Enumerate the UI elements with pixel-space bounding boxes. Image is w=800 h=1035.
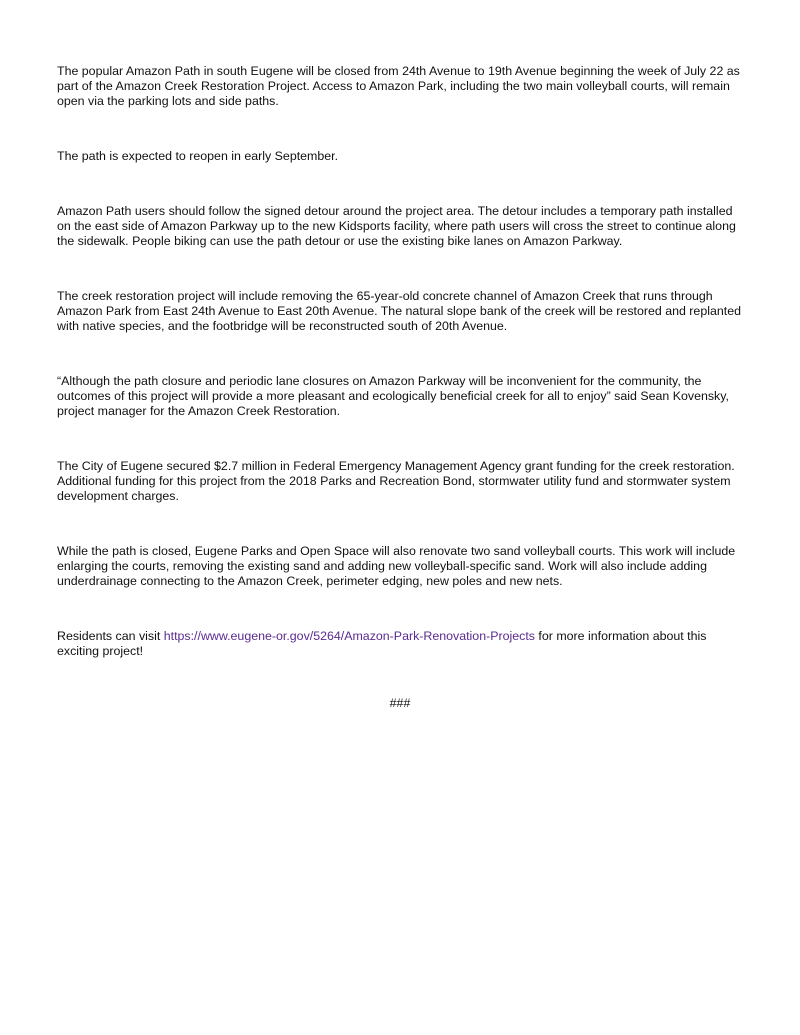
- paragraph-restoration-scope: The creek restoration project will include removing the 65-year-old concrete channel of Amazon Creek that runs through Amazon Park from East 24th Avenue to East 20th Avenue. The natural slope bank of the creek will be restored and replanted with native species, and the footbridge will be reconstructed south of 20th Avenue.: [57, 289, 741, 333]
- paragraph-funding: The City of Eugene secured $2.7 million in Federal Emergency Management Agency grant funding for the creek restoration. Additional funding for this project from the 2018 Parks and Recreation Bond, stormwater utility fund and stormwater system development charges.: [57, 459, 735, 503]
- paragraph-volleyball-renovation: While the path is closed, Eugene Parks and Open Space will also renovate two sand volleyball courts. This work will include enlarging the courts, removing the existing sand and adding new volleyball-specific sand. Work will also include adding underdrainage connecting to the Amazon Creek, perimeter edging, new poles and new nets.: [57, 544, 736, 588]
- document-body: [57, 64, 747, 699]
- paragraph-project-manager-quote: “Although the path closure and periodic lane closures on Amazon Parkway will be inconvenient for the community, the outcomes of this project will provide a more pleasant and ecologically beneficial creek for all to enjoy” said Sean Kovensky, project manager for the Amazon Creek Restoration.: [57, 374, 729, 418]
- paragraph-closure-announcement: The popular Amazon Path in south Eugene will be closed from 24th Avenue to 19th Avenue beginning the week of July 22 as part of the Amazon Creek Restoration Project. Access to Amazon Park, including the two main volleyball courts, will remain open via the parking lots and side paths.: [57, 64, 740, 108]
- end-of-release-mark: ###: [389, 696, 411, 710]
- project-info-link[interactable]: https://www.eugene-or.gov/5264/Amazon-Park-Renovation-Projects: [163, 629, 535, 643]
- paragraph-reopen-date: The path is expected to reopen in early September.: [57, 149, 339, 163]
- more-info-prefix: Residents can visit: [57, 629, 164, 643]
- paragraph-detour-info: Amazon Path users should follow the signed detour around the project area. The detour includes a temporary path installed on the east side of Amazon Parkway up to the new Kidsports facility, where path users will cross the street to continue along the sidewalk. People biking can use the path detour or use the existing bike lanes on Amazon Parkway.: [57, 204, 736, 248]
- paragraph-more-info: [57, 629, 747, 659]
- more-info-suffix: for more information about this exciting project!: [57, 629, 707, 658]
